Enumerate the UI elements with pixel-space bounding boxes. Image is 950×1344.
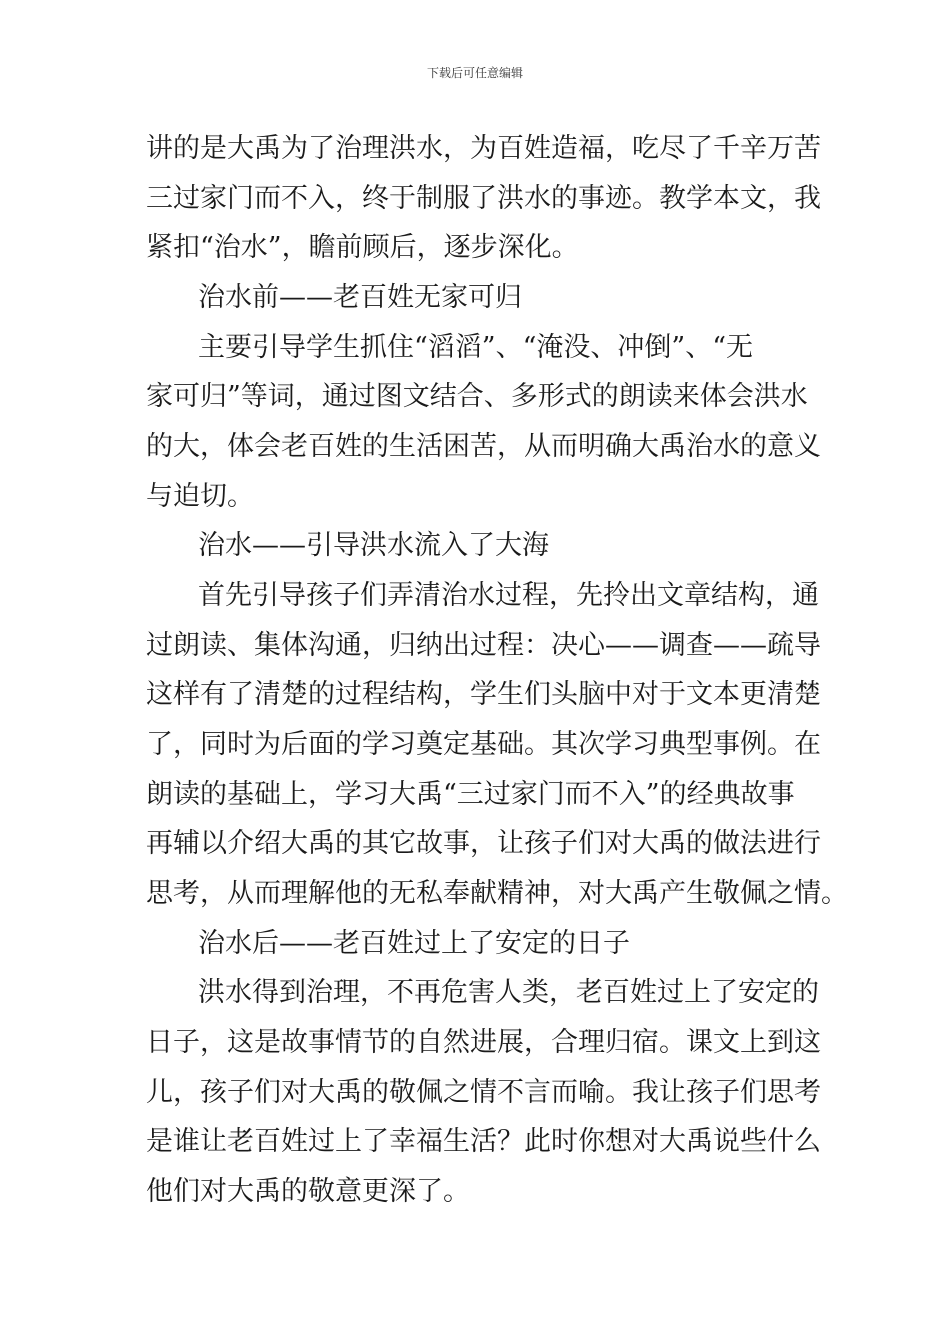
section-heading: 治水前——老百姓无家可归 [198,282,522,313]
section-heading: 治水后——老百姓过上了安定的日子 [198,928,630,959]
text-line: 再辅以介绍大禹的其它故事，让孩子们对大禹的做法进行 [146,828,821,859]
text-line: 他们对大禹的敬意更深了。 [146,1176,470,1207]
text-line: 日子，这是故事情节的自然进展，合理归宿。课文上到这 [146,1027,821,1058]
text-line: 三过家门而不入，终于制服了洪水的事迹。教学本文，我 [146,183,821,214]
text-line: 讲的是大禹为了治理洪水，为百姓造福，吃尽了千辛万苦 [146,133,821,164]
text-line: 首先引导孩子们弄清治水过程，先拎出文章结构，通 [198,580,819,611]
text-line: 儿，孩子们对大禹的敬佩之情不言而喻。我让孩子们思考 [146,1077,821,1108]
text-line: 与迫切。 [146,481,254,512]
page-header: 下载后可任意编辑 [426,66,523,80]
text-line: 是谁让老百姓过上了幸福生活？此时你想对大禹说些什么 [146,1126,821,1157]
section-heading: 治水——引导洪水流入了大海 [198,530,549,561]
text-line: 紧扣“治水”，瞻前顾后，逐步深化。 [146,232,579,263]
text-line: 洪水得到治理，不再危害人类，老百姓过上了安定的 [198,977,819,1008]
text-line: 主要引导学生抓住“滔滔”、“淹没、冲倒”、“无 [198,332,754,363]
text-line: 思考，从而理解他的无私奉献精神，对大禹产生敬佩之情。 [146,878,848,909]
text-line: 朗读的基础上，学习大禹“三过家门而不入”的经典故事 [146,779,795,810]
text-line: 了，同时为后面的学习奠定基础。其次学习典型事例。在 [146,729,821,760]
text-line: 过朗读、集体沟通，归纳出过程：决心——调查——疏导 [146,630,821,661]
text-line: 这样有了清楚的过程结构，学生们头脑中对于文本更清楚 [146,679,821,710]
text-line: 的大，体会老百姓的生活困苦，从而明确大禹治水的意义 [146,431,821,462]
text-line: 家可归”等词，通过图文结合、多形式的朗读来体会洪水 [146,381,808,412]
